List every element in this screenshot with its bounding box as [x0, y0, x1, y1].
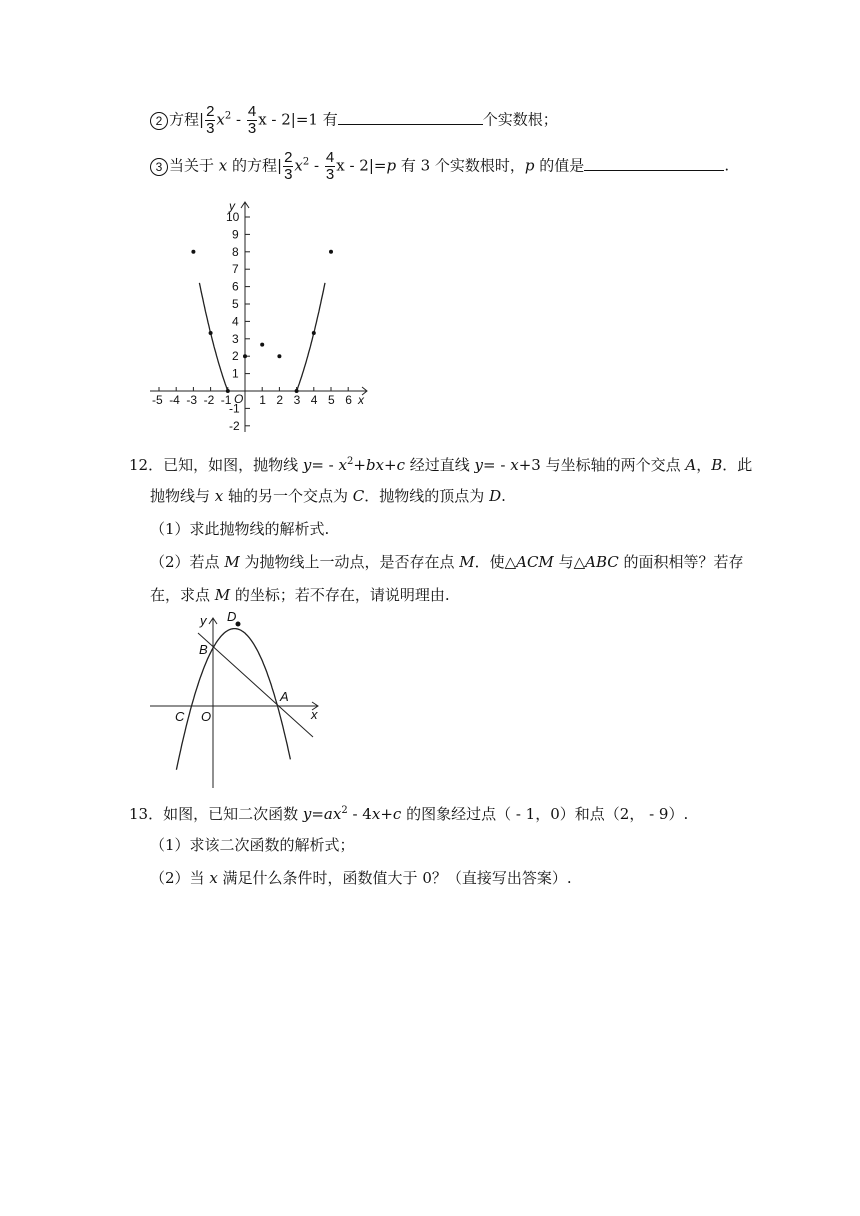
var: ax — [323, 805, 342, 823]
graph-parabola-line — [140, 610, 330, 790]
plotted-point — [329, 250, 333, 254]
var: p — [386, 156, 397, 175]
x-tick-label: -5 — [152, 393, 163, 407]
var: M — [224, 553, 240, 571]
var: x — [338, 456, 347, 474]
q11-part3 — [150, 150, 729, 183]
y-tick-label: -1 — [229, 401, 240, 416]
numerator: 2 — [206, 103, 215, 120]
text: = - — [483, 456, 511, 474]
graph-absolute-quadratic — [140, 196, 380, 441]
plotted-point — [191, 250, 195, 254]
q12-part2-line2 — [150, 585, 450, 605]
sup: 2 — [347, 456, 354, 467]
x-tick-label: 3 — [293, 393, 301, 407]
denominator: 3 — [206, 120, 215, 137]
denominator: 3 — [284, 166, 293, 183]
var: x — [218, 156, 228, 175]
var: ACM — [516, 553, 554, 571]
text: 经过直线 — [405, 456, 475, 474]
y-axis-label: y — [200, 613, 207, 628]
text: 为抛物线上一动点，是否存在点 — [239, 553, 460, 571]
fraction — [205, 104, 215, 137]
text: 13．如图，已知二次函数 — [129, 805, 303, 823]
circled-number: 2 — [150, 112, 168, 130]
y-tick-label: -2 — [229, 418, 240, 433]
q12-line1 — [129, 452, 752, 475]
var: C — [352, 487, 365, 505]
text: 与△ — [553, 553, 586, 571]
text: 轴的另一个交点为 — [223, 487, 353, 505]
var: y — [302, 456, 312, 474]
y-tick-label: 5 — [232, 297, 239, 311]
x-tick-label: 2 — [276, 393, 284, 407]
x-axis-label: x — [311, 707, 318, 722]
curve-left-branch — [199, 283, 227, 391]
text: 满足什么条件时，函数值大于 0？（直接写出答案）. — [217, 869, 572, 887]
var: ABC — [585, 553, 619, 571]
var: c — [396, 456, 405, 474]
text: （2）若点 — [150, 553, 225, 571]
parabola — [176, 629, 290, 770]
var: x — [209, 869, 218, 887]
text: - 4 — [347, 805, 372, 823]
q12-part1: （1）求此抛物线的解析式. — [150, 520, 330, 538]
circled-number: 3 — [150, 158, 168, 176]
numerator: 4 — [247, 103, 257, 120]
plotted-point — [243, 354, 247, 358]
text: 抛物线与 — [150, 487, 215, 505]
text: 的方程| — [227, 156, 283, 175]
var: M — [214, 586, 231, 604]
y-tick-label: 8 — [232, 244, 239, 259]
plotted-point — [226, 389, 230, 393]
denominator: 3 — [325, 166, 335, 183]
origin-label: O — [234, 392, 244, 406]
var: D — [489, 487, 502, 505]
text: - — [309, 156, 324, 175]
var: x — [216, 110, 225, 129]
fraction — [325, 150, 335, 183]
var: p — [524, 156, 535, 175]
var: x — [371, 805, 381, 823]
var: x — [294, 156, 303, 175]
label-b: B — [199, 642, 208, 657]
numerator: 2 — [284, 149, 293, 166]
var: x — [214, 487, 224, 505]
text: +3 与坐标轴的两个交点 — [518, 456, 686, 474]
text: . — [724, 156, 730, 175]
fraction — [283, 150, 293, 183]
text: + — [353, 456, 366, 474]
plotted-point — [295, 389, 299, 393]
sup: 2 — [224, 110, 232, 122]
y-axis-label: y — [229, 199, 235, 213]
x-tick-label: -3 — [186, 393, 198, 407]
denominator: 3 — [247, 120, 257, 137]
text: = — [311, 805, 324, 823]
y-tick-label: 7 — [232, 262, 239, 277]
text: - — [231, 110, 246, 129]
text: x - 2|= — [336, 156, 387, 175]
y-tick-label: 3 — [232, 331, 239, 346]
plotted-point — [209, 331, 213, 335]
var: y — [302, 805, 312, 823]
var: bx — [365, 456, 385, 474]
var: B — [711, 456, 723, 474]
label-c: C — [175, 709, 185, 724]
sup: 2 — [341, 805, 348, 816]
var: c — [392, 805, 402, 823]
text: 的面积相等？若存 — [618, 553, 744, 571]
x-tick-label: 1 — [259, 393, 266, 407]
text: ．使△ — [474, 553, 517, 571]
q12-part2-line1 — [150, 552, 744, 572]
var: x — [510, 456, 519, 474]
y-tick-label: 2 — [232, 349, 239, 364]
plotted-point — [260, 343, 264, 347]
var: M — [459, 553, 475, 571]
y-tick-label: 4 — [232, 314, 239, 329]
q13-line1 — [129, 801, 688, 824]
plotted-point — [312, 331, 316, 335]
y-tick-label: 9 — [232, 227, 239, 242]
text: 的图象经过点（ - 1，0）和点（2， - 9）. — [401, 805, 689, 823]
sup: 2 — [302, 156, 310, 168]
y-tick-label: 6 — [232, 279, 239, 294]
text: 12．已知，如图，抛物线 — [129, 456, 303, 474]
text: 当关于 — [169, 156, 219, 175]
label-o: O — [201, 709, 212, 724]
text: 的坐标；若不存在，请说明理由. — [230, 586, 450, 604]
label-d: D — [227, 610, 237, 624]
q13-part1: （1）求该二次函数的解析式； — [150, 836, 355, 854]
text: ， — [696, 456, 712, 474]
numerator: 4 — [325, 149, 335, 166]
text: 在，求点 — [150, 586, 215, 604]
y-tick-label: 10 — [226, 210, 240, 224]
plotted-point — [277, 354, 281, 358]
x-tick-label: -4 — [169, 393, 180, 407]
fraction — [247, 104, 257, 137]
var: y — [474, 456, 484, 474]
answer-blank — [584, 156, 724, 171]
curve-right-branch — [297, 283, 325, 391]
text: 有 3 个实数根时， — [396, 156, 525, 175]
var: A — [685, 456, 697, 474]
x-axis-label: x — [358, 393, 364, 407]
text: （2）当 — [150, 869, 210, 887]
q12-line2 — [150, 486, 506, 506]
text: 方程| — [169, 110, 205, 129]
text: x - 2|=1 有 — [258, 110, 338, 129]
label-a: A — [280, 689, 289, 704]
text: + — [380, 805, 393, 823]
x-tick-label: 6 — [345, 393, 352, 407]
line-ab — [198, 633, 313, 737]
text: 的值是 — [534, 156, 585, 175]
text: ．抛物线的顶点为 — [364, 487, 490, 505]
x-tick-label: -2 — [203, 393, 215, 407]
text: ．此 — [722, 456, 753, 474]
answer-blank — [338, 110, 483, 125]
text: 个实数根； — [482, 110, 558, 129]
x-tick-label: 4 — [310, 393, 318, 407]
text: = - — [311, 456, 339, 474]
q11-part2 — [150, 104, 558, 137]
text: . — [501, 487, 506, 505]
y-tick-label: 1 — [232, 366, 239, 381]
x-tick-label: 5 — [328, 393, 335, 407]
text: + — [384, 456, 397, 474]
x-tick-label: -1 — [220, 393, 232, 407]
q13-part2 — [150, 868, 572, 888]
